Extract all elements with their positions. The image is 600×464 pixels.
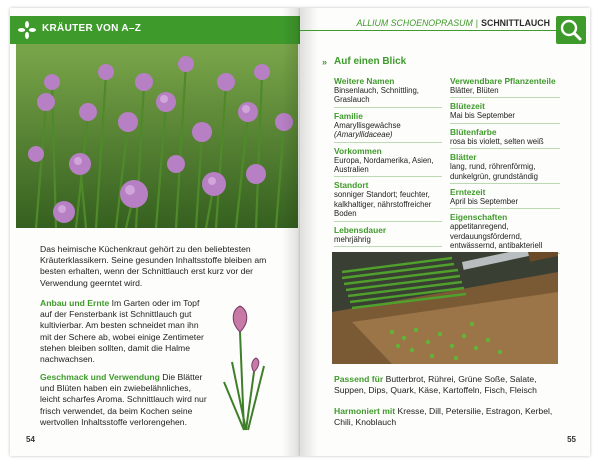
fact-standort: Standort sonniger Standort; feuchter, kalkhaltiger, nährstoffreicher Boden — [334, 180, 442, 221]
right-header — [356, 18, 550, 28]
fact-lebensdauer: Lebensdauer mehrjährig — [334, 225, 442, 247]
left-page — [10, 8, 300, 456]
fact-weitere-namen: Weitere Namen Binsenlauch, Schnittling, Graslauch — [334, 76, 442, 108]
search-badge — [556, 16, 586, 44]
magnifier-icon — [556, 16, 586, 44]
chives-flower-photo — [16, 44, 298, 228]
fact-familie: Familie Amaryllisgewächse (Amaryllidaceae) — [334, 111, 442, 143]
intro-paragraph: Das heimische Küchenkraut gehört zu den beliebtesten Kräuterklassikern. Seine gesunden Inhaltsstoffe bleiben am besten erhalten, wenn der Schnittlauch erst kurz vor der Verwendung geerntet wird. — [40, 244, 267, 288]
header-plant-name: SCHNITTLAUCH — [481, 18, 550, 28]
fact-bluetenfarbe: Blütenfarbe rosa bis violett, selten weiß — [450, 127, 560, 149]
fact-pflanzenteile: Verwendbare Pflanzenteile Blätter, Blüten — [450, 76, 560, 98]
facts-column-left — [334, 76, 442, 250]
chive-flower-illustration — [210, 302, 280, 432]
left-header-bar — [10, 16, 300, 44]
left-page-number: 54 — [26, 435, 35, 444]
passend-label: Passend für — [334, 374, 384, 384]
fact-eigenschaften: Eigenschaften appetitanregend, verdauungsfördernd, entwässernd, antibakteriell — [450, 212, 560, 253]
passend-text: Butterbrot, Rührei, Grüne Soße, Salate, Suppen, Dips, Quark, Käse, Kartoffeln, Fisch, Fleisch — [334, 374, 537, 396]
cut-chives-photo — [332, 252, 558, 364]
section-anbau-title: Anbau und Ernte — [40, 298, 110, 308]
section-geschmack-title: Geschmack und Verwendung — [40, 372, 160, 382]
right-page — [300, 8, 590, 456]
section-geschmack — [40, 372, 208, 428]
header-latin-name: ALLIUM SCHOENOPRASUM — [356, 18, 473, 28]
harmoniert-text: Kresse, Dill, Petersilie, Estragon, Kerbel, Chili, Knoblauch — [334, 406, 553, 428]
facts-column-right — [450, 76, 560, 257]
star-flower-icon — [18, 21, 36, 39]
right-gutter-shadow — [300, 8, 318, 456]
section-geschmack-text: Die Blätter und Blüten haben ein zwiebelähnliches, leicht scharfes Aroma. Schnittlauch wird nur frisch verwendet, da beim Kochen seine wertvollen Inhaltsstoffe verlorengehen. — [40, 372, 207, 427]
right-page-number: 55 — [567, 435, 576, 444]
header-separator: | — [475, 18, 479, 28]
section-anbau-text: Im Garten oder im Topf auf der Fensterbank ist Schnittlauch gut kultivierbar. Am besten schneidet man ihn mit der Schere ab, wobei einige Zentimeter stehen bleiben sollten, damit die Halme nachwachsen. — [40, 298, 204, 365]
glance-title: Auf einen Blick — [334, 56, 407, 67]
fact-erntezeit: Erntezeit April bis September — [450, 187, 560, 209]
section-anbau — [40, 298, 208, 365]
fact-blaetter: Blätter lang, rund, röhrenförmig, dunkelgrün, grundständig — [450, 152, 560, 184]
left-header-title: KRÄUTER VON A–Z — [42, 23, 142, 34]
right-header-rule — [300, 30, 562, 31]
fact-bluetezeit: Blütezeit Mai bis September — [450, 101, 560, 123]
harmoniert-mit — [334, 406, 560, 428]
harmoniert-label: Harmoniert mit — [334, 406, 396, 416]
glance-arrows: » — [322, 57, 328, 67]
fact-vorkommen: Vorkommen Europa, Nordamerika, Asien, Australien — [334, 146, 442, 178]
passend-fuer — [334, 374, 560, 396]
